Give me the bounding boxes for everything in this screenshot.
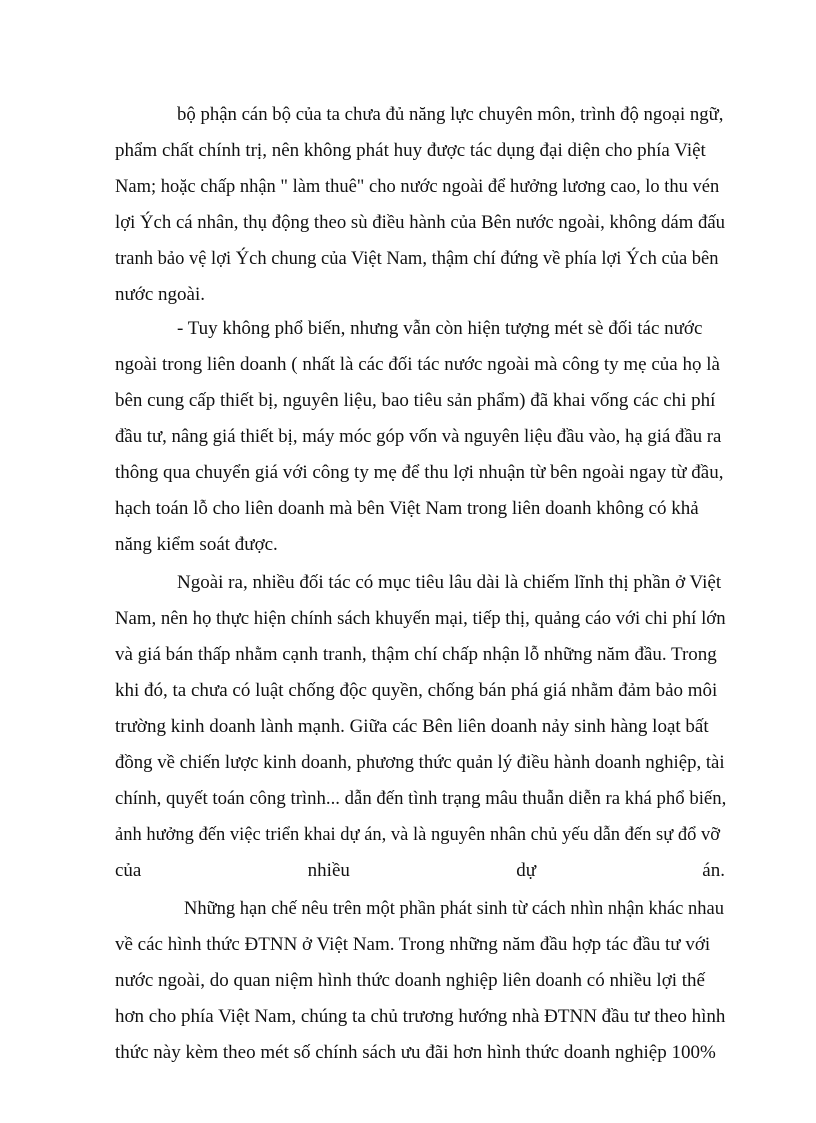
text-line: lợi Ých cá nhân, thụ động theo sù điều hành của Bên nước ngoài, không dám đấu xyxy=(115,212,726,233)
text-line: đầu tư, nâng giá thiết bị, máy móc góp vốn và nguyên liệu đầu vào, hạ giá đầu ra xyxy=(115,426,722,447)
text-line: nước ngoài, do quan niệm hình thức doanh nghiệp liên doanh có nhiều lợi thế xyxy=(115,970,705,991)
text-line: Ngoài ra, nhiều đối tác có mục tiêu lâu dài là chiếm lĩnh thị phần ở Việt xyxy=(177,572,722,593)
text-word: của xyxy=(115,860,142,881)
text-line: ngoài trong liên doanh ( nhất là các đối tác nước ngoài mà công ty mẹ của họ là xyxy=(115,354,720,375)
text-line: chính, quyết toán công trình... dẫn đến tình trạng mâu thuẫn diễn ra khá phổ biến, xyxy=(115,788,727,809)
text-line: tranh bảo vệ lợi Ých chung của Việt Nam, thậm chí đứng về phía lợi Ých của bên xyxy=(115,249,719,269)
text-line: Những hạn chế nêu trên một phần phát sinh từ cách nhìn nhận khác nhau xyxy=(184,899,724,919)
text-line: đồng về chiến lược kinh doanh, phương thức quản lý điều hành doanh nghiệp, tài xyxy=(115,752,725,773)
text-line: về các hình thức ĐTNN ở Việt Nam. Trong những năm đầu hợp tác đầu tư với xyxy=(115,934,711,955)
text-line: Nam; hoặc chấp nhận " làm thuê" cho nước ngoài để hưởng lương cao, lo thu vén xyxy=(115,177,720,197)
text-line: phẩm chất chính trị, nên không phát huy được tác dụng đại diện cho phía Việt xyxy=(115,140,706,161)
text-line: năng kiểm soát được. xyxy=(115,534,278,555)
text-word: án. xyxy=(702,860,725,881)
text-line: bên cung cấp thiết bị, nguyên liệu, bao tiêu sản phẩm) đã khai vống các chi phí xyxy=(115,390,716,411)
text-line: hơn cho phía Việt Nam, chúng ta chủ trương hướng nhà ĐTNN đầu tư theo hình xyxy=(115,1006,726,1027)
text-line: hạch toán lỗ cho liên doanh mà bên Việt Nam trong liên doanh không có khả xyxy=(115,498,699,519)
text-line: nước ngoài. xyxy=(115,284,205,305)
text-line: bộ phận cán bộ của ta chưa đủ năng lực chuyên môn, trình độ ngoại ngữ, xyxy=(177,104,724,125)
text-word: dự xyxy=(516,860,536,881)
text-line: thông qua chuyển giá với công ty mẹ để thu lợi nhuận từ bên ngoài ngay từ đầu, xyxy=(115,462,724,483)
text-line: - Tuy không phổ biến, nhưng vẫn còn hiện tượng mét sè đối tác nước xyxy=(177,318,703,339)
text-line: thức này kèm theo mét số chính sách ưu đãi hơn hình thức doanh nghiệp 100% xyxy=(115,1042,716,1063)
text-line: Nam, nên họ thực hiện chính sách khuyến mại, tiếp thị, quảng cáo với chi phí lớn xyxy=(115,608,726,629)
text-line: khi đó, ta chưa có luật chống độc quyền, chống bán phá giá nhằm đảm bảo môi xyxy=(115,680,718,701)
text-line: ảnh hưởng đến việc triển khai dự án, và là nguyên nhân chủ yếu dẫn đến sự đổ vỡ xyxy=(115,825,720,845)
text-line: và giá bán thấp nhằm cạnh tranh, thậm chí chấp nhận lỗ những năm đầu. Trong xyxy=(115,644,717,665)
justified-line xyxy=(115,854,725,888)
text-word: nhiều xyxy=(307,860,350,881)
text-line: trường kinh doanh lành mạnh. Giữa các Bên liên doanh nảy sinh hàng loạt bất xyxy=(115,716,709,737)
